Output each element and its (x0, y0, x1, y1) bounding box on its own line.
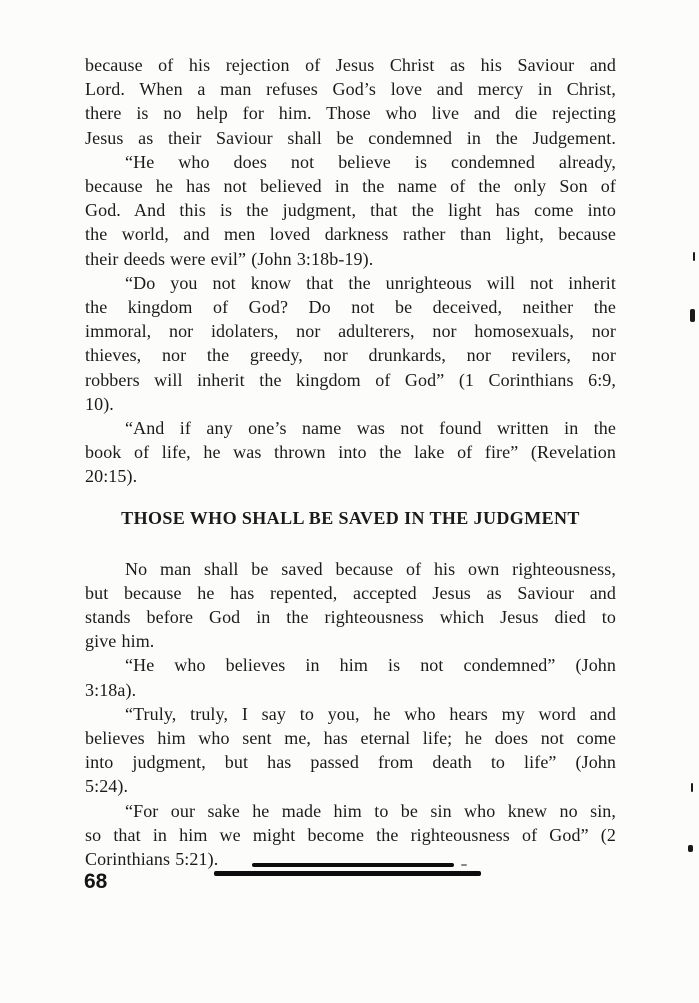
paragraph (85, 653, 616, 701)
paragraph (85, 702, 616, 799)
text-line: book of life, he was thrown into the lake of fire” (Revelation (85, 442, 616, 463)
text-line: Lord. When a man refuses God’s love and mercy in Christ, (85, 79, 616, 100)
scan-artifact (690, 309, 695, 322)
text-line: God. And this is the judgment, that the light has come into (85, 200, 616, 221)
text-line: immoral, nor idolaters, nor adulterers, nor homosexuals, nor (85, 321, 616, 342)
paragraph (85, 53, 616, 150)
text-line: the world, and men loved darkness rather than light, because (85, 224, 616, 245)
text-line: 10). (85, 393, 114, 414)
text-line: No man shall be saved because of his own righteousness, (125, 558, 616, 579)
page-number: 68 (84, 870, 108, 893)
divider-rule-top (252, 863, 454, 867)
text-line: so that in him we might become the righteousness of God” (2 (85, 824, 616, 845)
paragraph (85, 557, 616, 654)
scan-artifact (688, 845, 693, 852)
page-text-block (85, 53, 616, 871)
divider-rule-tick (461, 864, 467, 866)
text-line: because of his rejection of Jesus Christ as his Saviour and (85, 55, 616, 75)
text-line: “For our sake he made him to be sin who knew no sin, (125, 800, 616, 821)
text-line: 3:18a). (85, 679, 137, 700)
paragraph (85, 271, 616, 416)
paragraph (85, 799, 616, 872)
text-line: the kingdom of God? Do not be deceived, neither the (85, 297, 616, 318)
text-line: 20:15). (85, 466, 138, 487)
text-line: believes him who sent me, has eternal life; he does not come (85, 728, 616, 749)
text-line: robbers will inherit the kingdom of God” (1 Corinthians 6:9, (85, 369, 616, 390)
text-line: give him. (85, 631, 155, 652)
text-line: Jesus as their Saviour shall be condemned in the Judgement. (85, 127, 616, 148)
text-line: there is no help for him. Those who live and die rejecting (85, 103, 616, 124)
text-line: their deeds were evil” (John 3:18b-19). (85, 248, 374, 269)
text-line: 5:24). (85, 776, 129, 797)
text-line: “Do you not know that the unrighteous will not inherit (125, 272, 616, 293)
divider-rule-bottom (214, 871, 481, 876)
text-line: into judgment, but has passed from death to life” (John (85, 752, 616, 773)
text-line: stands before God in the righteousness which Jesus died to (85, 607, 616, 628)
scan-artifact (693, 252, 695, 261)
text-line: because he has not believed in the name of the only Son of (85, 176, 616, 197)
text-line: “And if any one’s name was not found written in the (125, 418, 616, 439)
scan-artifact (691, 783, 693, 792)
text-line: Corinthians 5:21). (85, 849, 219, 870)
section-heading: THOSE WHO SHALL BE SAVED IN THE JUDGMENT (121, 507, 580, 528)
paragraph (85, 150, 616, 271)
text-line: “He who believes in him is not condemned” (John (125, 655, 616, 676)
text-line: thieves, nor the greedy, nor drunkards, nor revilers, nor (85, 345, 616, 366)
text-line: “He who does not believe is condemned already, (125, 151, 616, 172)
paragraph (85, 416, 616, 489)
text-line: but because he has repented, accepted Jesus as Saviour and (85, 582, 616, 603)
text-line: “Truly, truly, I say to you, he who hears my word and (125, 703, 616, 724)
